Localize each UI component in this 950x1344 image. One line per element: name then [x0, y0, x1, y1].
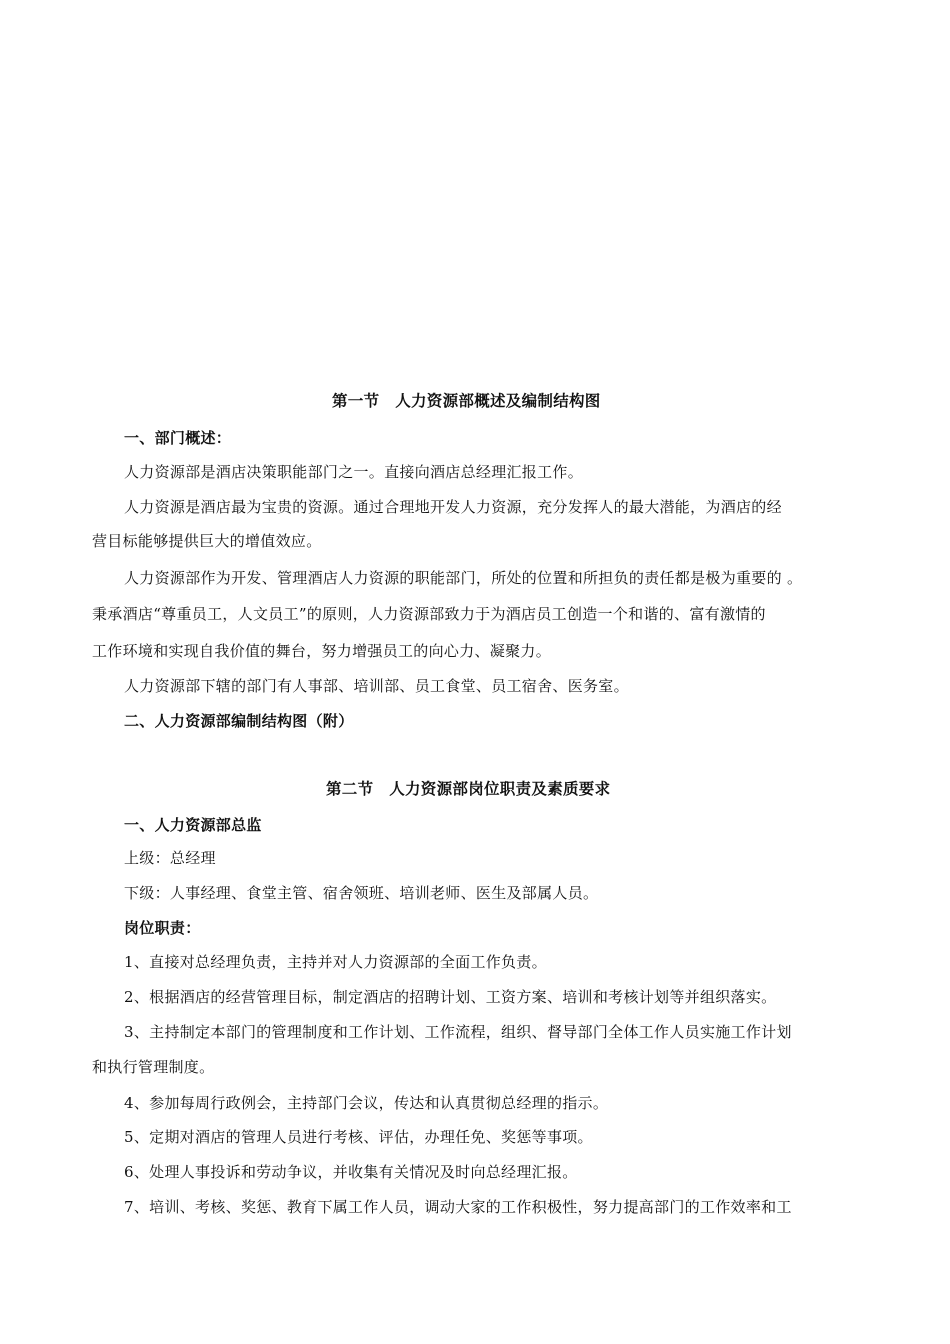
- section2-title: 第二节 人力资源部岗位职责及素质要求: [326, 779, 611, 798]
- subordinates-line: 下级：人事经理、食堂主管、宿舍领班、培训老师、医生及部属人员。: [124, 884, 599, 902]
- paragraph-overview-3-line3: 工作环境和实现自我价值的舞台，努力增强员工的向心力、凝聚力。: [92, 642, 552, 660]
- duty-5: 5、定期对酒店的管理人员进行考核、评估，办理任免、奖惩等事项。: [124, 1128, 593, 1146]
- paragraph-overview-3-line2: 秉承酒店“尊重员工，人文员工”的原则，人力资源部致力于为酒店员工创造一个和谐的、富有激情的: [92, 605, 766, 623]
- heading-department-overview: 一、部门概述：: [124, 429, 232, 447]
- duty-3-line1: 3、主持制定本部门的管理制度和工作计划、工作流程，组织、督导部门全体工作人员实施工作计划: [124, 1023, 792, 1041]
- paragraph-overview-3-line1: 人力资源部作为开发、管理酒店人力资源的职能部门，所处的位置和所担负的责任都是极为重要的 。: [124, 569, 803, 587]
- duty-6: 6、处理人事投诉和劳动争议，并收集有关情况及时向总经理汇报。: [124, 1163, 578, 1181]
- duty-2: 2、根据酒店的经营管理目标，制定酒店的招聘计划、工资方案、培训和考核计划等并组织落实。: [124, 988, 777, 1006]
- heading-structure-chart: 二、人力资源部编制结构图（附）: [124, 712, 354, 730]
- paragraph-overview-1: 人力资源部是酒店决策职能部门之一。直接向酒店总经理汇报工作。: [124, 463, 584, 481]
- duty-1: 1、直接对总经理负责，主持并对人力资源部的全面工作负责。: [124, 953, 547, 971]
- duty-7-line1: 7、培训、考核、奖惩、教育下属工作人员，调动大家的工作积极性，努力提高部门的工作效率和工: [124, 1198, 792, 1216]
- duty-3-line2: 和执行管理制度。: [92, 1058, 215, 1076]
- paragraph-overview-2-line2: 营目标能够提供巨大的增值效应。: [92, 532, 322, 550]
- heading-hr-director: 一、人力资源部总监: [124, 816, 262, 834]
- heading-duties: 岗位职责：: [124, 919, 201, 937]
- paragraph-overview-2-line1: 人力资源是酒店最为宝贵的资源。通过合理地开发人力资源，充分发挥人的最大潜能，为酒店的经: [124, 498, 782, 516]
- paragraph-overview-4: 人力资源部下辖的部门有人事部、培训部、员工食堂、员工宿舍、医务室。: [124, 677, 629, 695]
- duty-4: 4、参加每周行政例会，主持部门会议，传达和认真贯彻总经理的指示。: [124, 1094, 609, 1112]
- superior-line: 上级：总经理: [124, 849, 216, 867]
- section1-title: 第一节 人力资源部概述及编制结构图: [332, 391, 601, 410]
